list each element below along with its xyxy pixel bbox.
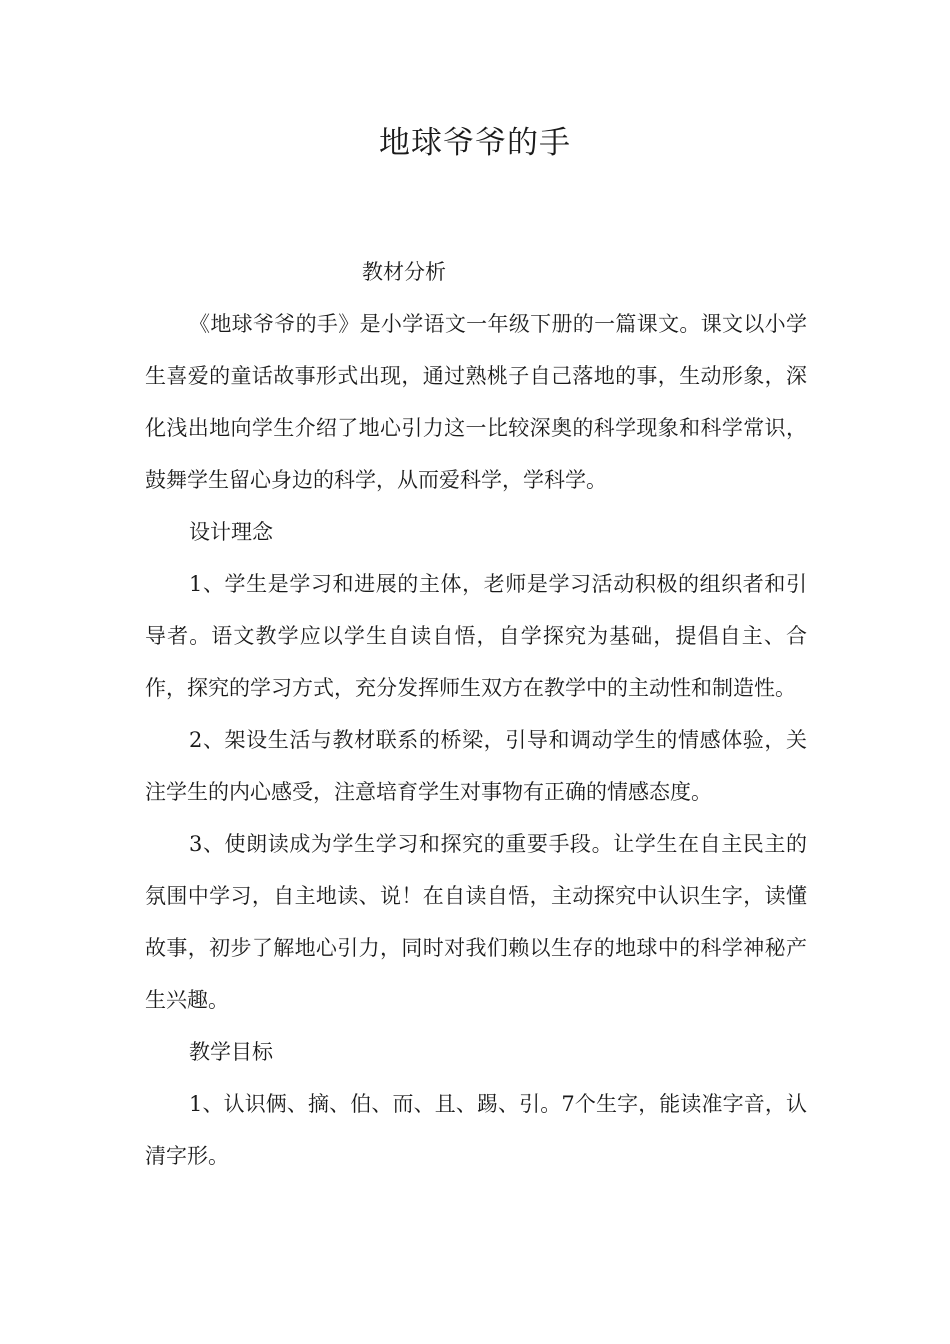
goals-item-1: 1、认识俩、摘、伯、而、且、踢、引。7个生字，能读准字音，认清字形。 (145, 1092, 807, 1168)
section-heading-goals: 教学目标 (189, 1040, 273, 1064)
section-heading-design: 设计理念 (189, 520, 273, 544)
section-heading-analysis: 教材分析 (362, 260, 446, 284)
design-item-3: 3、使朗读成为学生学习和探究的重要手段。让学生在自主民主的氛围中学习，自主地读、说！在自读自悟，主动探究中认识生字，读懂故事，初步了解地心引力，同时对我们赖以生存的地球中的科学神秘产生兴趣。 (145, 832, 807, 1012)
analysis-paragraph: 《地球爷爷的手》是小学语文一年级下册的一篇课文。课文以小学生喜爱的童话故事形式出现，通过熟桃子自己落地的事，生动形象，深化浅出地向学生介绍了地心引力这一比较深奥的科学现象和科学常识，鼓舞学生留心身边的科学，从而爱科学，学科学。 (145, 312, 807, 492)
document-title: 地球爷爷的手 (379, 125, 571, 161)
document-body (145, 246, 807, 1182)
design-item-2: 2、架设生活与教材联系的桥梁，引导和调动学生的情感体验，关注学生的内心感受，注意培育学生对事物有正确的情感态度。 (145, 728, 807, 804)
design-item-1: 1、学生是学习和进展的主体，老师是学习活动积极的组织者和引导者。语文教学应以学生自读自悟，自学探究为基础，提倡自主、合作，探究的学习方式，充分发挥师生双方在教学中的主动性和制造性。 (145, 572, 807, 700)
